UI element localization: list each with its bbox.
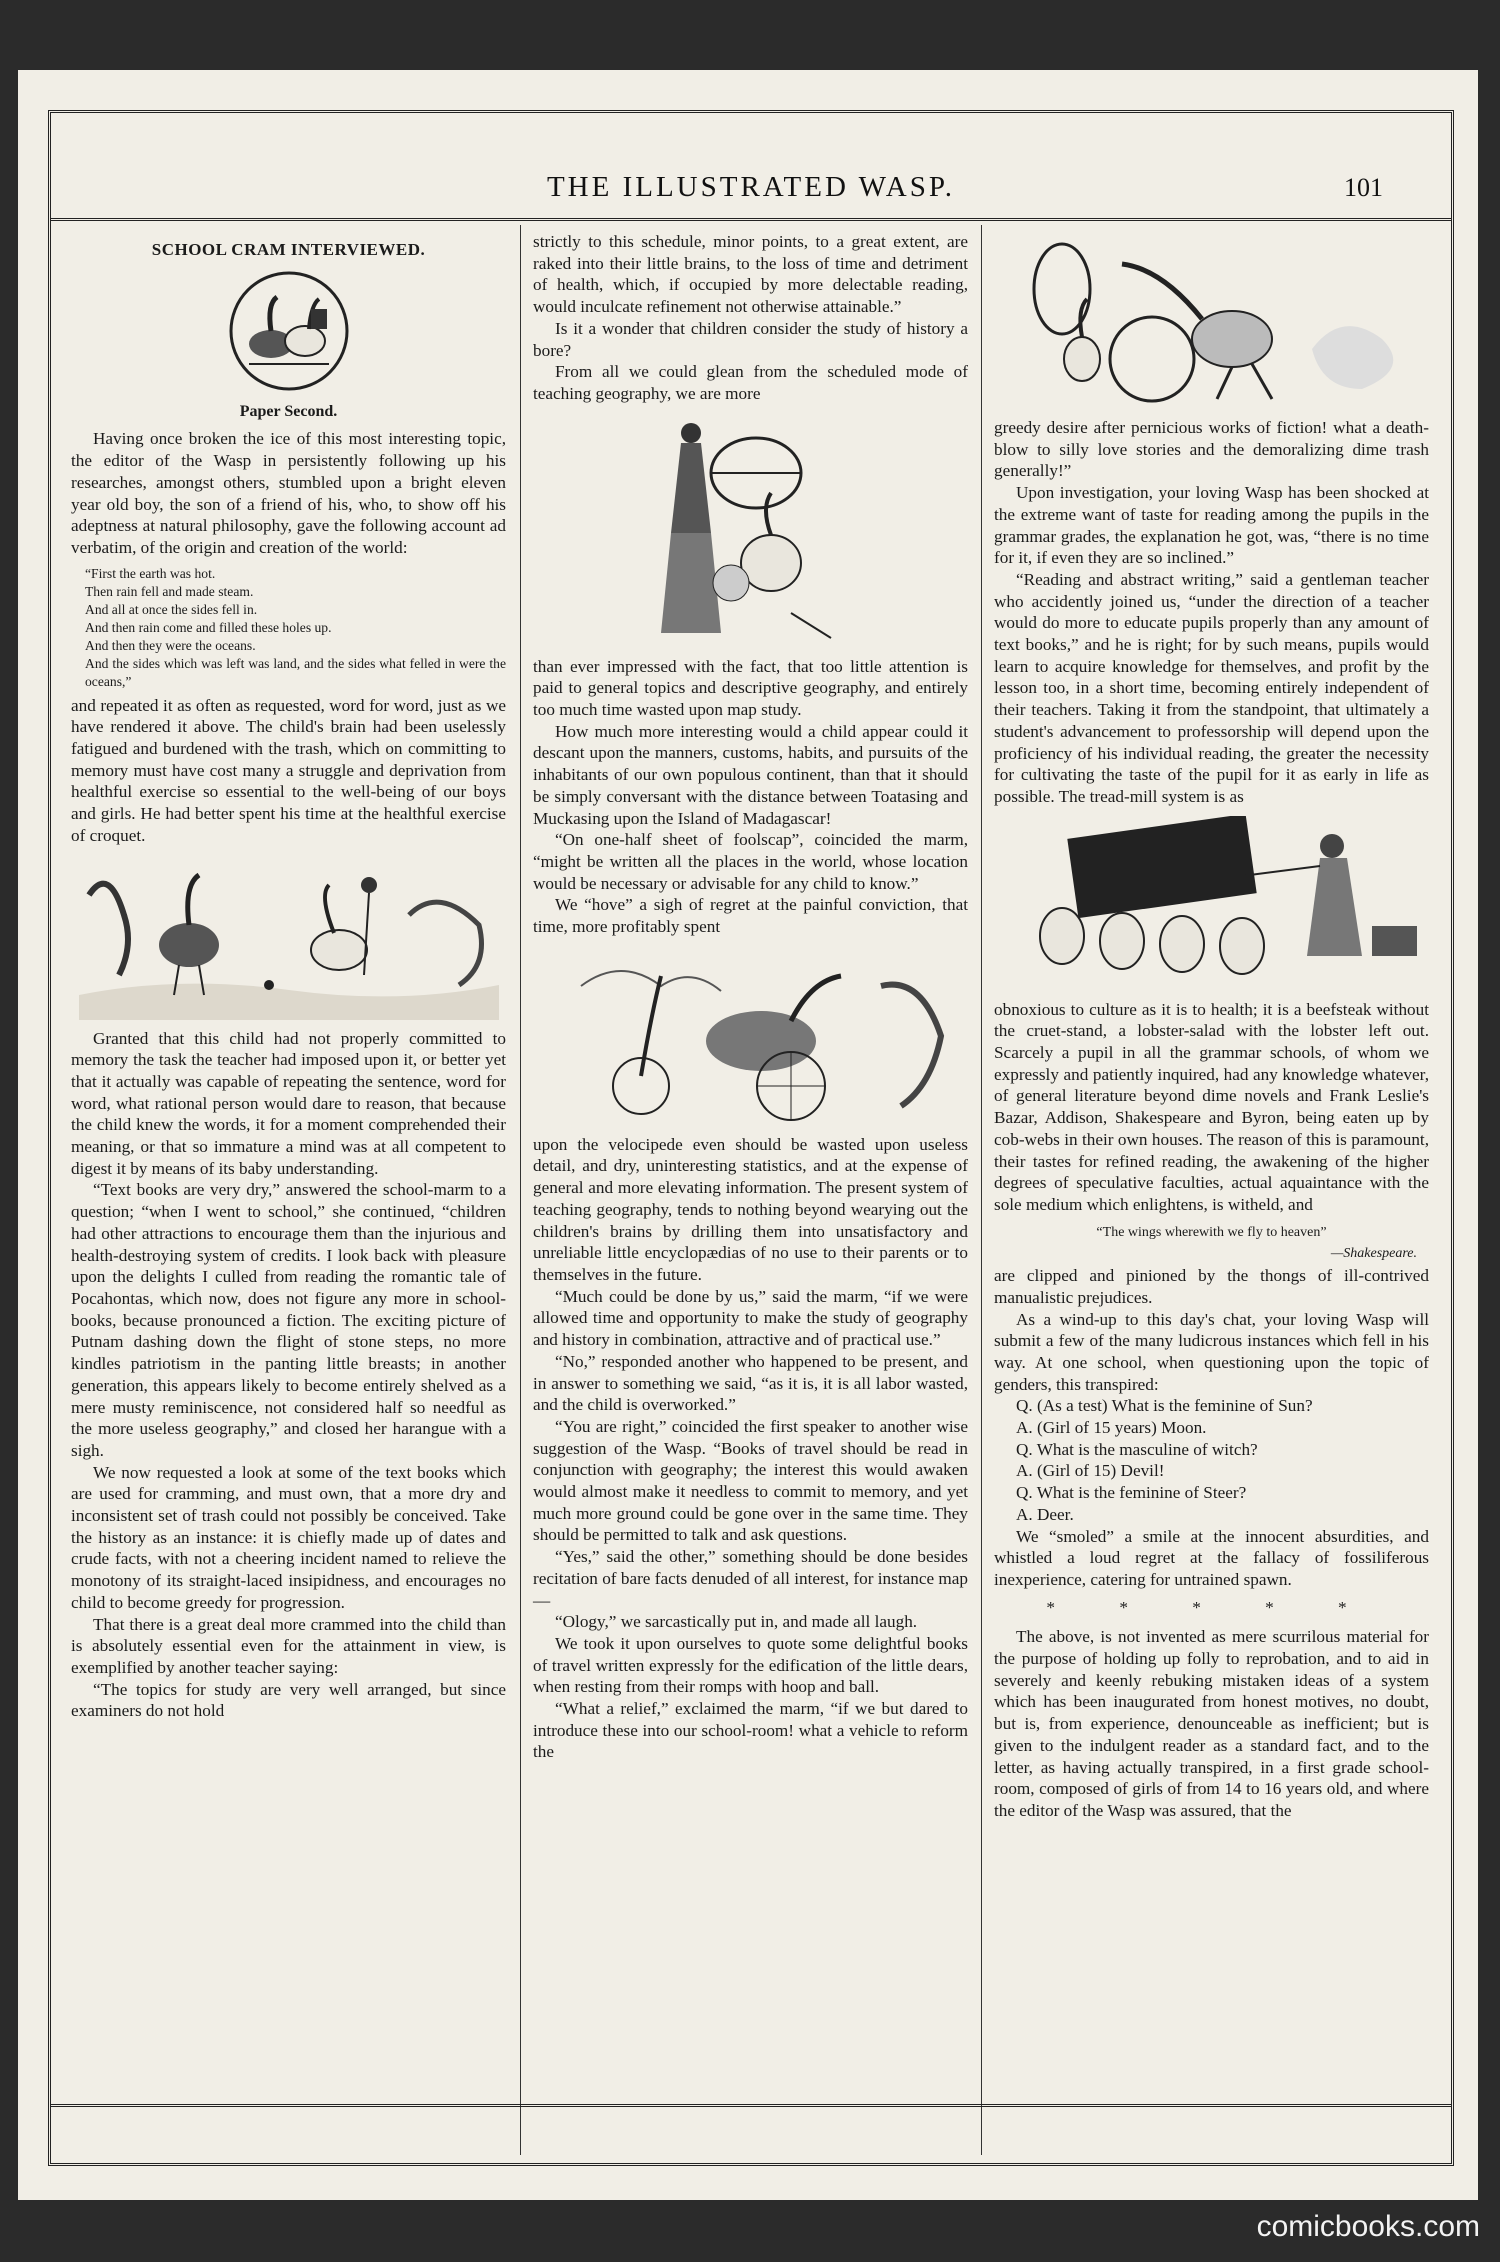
footer-rule [51, 2104, 1451, 2107]
paragraph: We now requested a look at some of the text books which are used for cramming, and must own, that a more dry and inconsistent set of trash could not possibly be conceived. Take the history as an instance: it is chiefly made up of dates and crude facts, with not a cheering incident named to relieve the monotony of its straight-laced insipidness, and encourages no child to become greedy for progression. [71, 1462, 506, 1612]
verse-line: And all at once the sides fell in. [85, 601, 258, 617]
column-3 [994, 231, 1429, 1822]
paragraph: strictly to this schedule, minor points, to a great extent, are raked into their little brains, to the loss of time and detriment of health, which, if occupied by more delectable reading, would inculcate refinement not otherwise attainable.” [533, 232, 968, 317]
column-divider [981, 225, 982, 2155]
paragraph: Is it a wonder that children consider the study of history a bore? [533, 318, 968, 360]
paragraph: We “hove” a sigh of regret at the painful conviction, that time, more profitably spent [533, 895, 968, 937]
paragraph: From all we could glean from the scheduled mode of teaching geography, we are more [533, 362, 968, 403]
qa-line: A. (Girl of 15 years) Moon. [1016, 1418, 1207, 1438]
page-number: 101 [1344, 173, 1383, 202]
poem-quote [71, 565, 506, 691]
classroom-geese-blackboard-illustration [1002, 816, 1422, 991]
paragraph: “Much could be done by us,” said the marm, “if we were allowed time and opportunity to make the study of geography and history in combination, attractive and of practical use.” [533, 1286, 968, 1350]
paragraph: We took it upon ourselves to quote some delightful books of travel written expressly for the edification of the little dears, when resting from their romps with hoop and ball. [533, 1633, 968, 1697]
column-2 [533, 231, 968, 1763]
qa-line: Q. What is the masculine of witch? [1016, 1439, 1258, 1459]
paragraph: “On one-half sheet of foolscap”, coincided the marm, “might be written all the places in the world, whose location would be necessary or advisable for any child to know.” [533, 830, 968, 893]
paragraph: “No,” responded another who happened to be present, and in answer to something we said, “as it is, it is all labor wasted, and the child is overworked.” [533, 1351, 968, 1415]
verse-line: “First the earth was hot. [85, 565, 216, 581]
article-headline: SCHOOL CRAM INTERVIEWED. [151, 240, 426, 259]
paragraph: “The topics for study are very well arranged, but since examiners do not hold [71, 1679, 506, 1721]
paragraph: That there is a great deal more crammed into the child than is absolutely essential even for the attainment in view, is exemplified by another teacher saying: [71, 1614, 506, 1677]
goose-on-velocipede-illustration [541, 946, 961, 1126]
watermark: comicbooks.com [1256, 2210, 1480, 2243]
paragraph: Granted that this child had not properly committed to memory the task the teacher had imposed upon it, or better yet that it actually was capable of repeating the sentence, word for word, what rational person would dare to reason, that because the child knew the words, it for a moment comprehended their meaning, or that so immature a mind was at all competent to digest it by means of its baby understanding. [71, 1028, 506, 1178]
newspaper-page [18, 70, 1478, 2200]
masthead-title: THE ILLUSTRATED WASP. [546, 171, 956, 203]
verse-line: And then they were the oceans. [85, 637, 256, 653]
paragraph: “Text books are very dry,” answered the school-marm to a question; “when I went to school,” she continued, “children had other attractions to encourage them than the injurious and health-destroying system of credits. I look back with pleasure upon the delights I culled from reading the romantic tale of Pocahontas, which now, does not figure any more in school-books, because pronounced a fiction. The exciting picture of Putnam dashing down the flight of stone steps, no more kindles patriotism in the panting little breasts; in another generation, this appears likely to become entirely shelved as a mere musty reminiscence, not considered half so needful as the more useless geography,” and closed her harangue with a sigh. [71, 1180, 506, 1460]
qa-line: Q. (As a test) What is the feminine of Sun? [1016, 1396, 1313, 1416]
quote-attribution: —Shakespeare. [1330, 1246, 1417, 1262]
article-subhead: Paper Second. [239, 402, 338, 420]
verse-line: And the sides which was left was land, and the sides what felled in were the oceans,” [85, 655, 506, 689]
shakespeare-quote: “The wings wherewith we fly to heaven” [1096, 1224, 1327, 1240]
paragraph: As a wind-up to this day's chat, your loving Wasp will submit a few of the many ludicrous instances which fell in his way. At one school, when questioning upon the topic of genders, this transpired: [994, 1309, 1429, 1394]
paragraph: How much more interesting would a child appear could it descant upon the manners, customs, habits, and pursuits of the inhabitants of our own populous continent, than that it should be simply conversant with the distance between Toatasing and Muckasing upon the Island of Madagascar! [533, 721, 968, 828]
paragraph: obnoxious to culture as it is to health; it is a beefsteak without the cruet-stand, a lobster-salad with the lobster left out. Scarcely a pupil in all the grammar schools, of whom we expressly and patiently inquired, had any knowledge whatever, of general literature beyond dime novels and Frank Leslie's Bazar, Addison, Shakespeare and Byron, being eaten up by cob-webs in their own houses. The reason of this is paramount, their tastes for refined reading, the awakening of the higher degrees of speculative faculties, actual aquaintance with the sole medium which enlightens, is witheld, and [994, 999, 1429, 1214]
paragraph: “Yes,” said the other,” something should be done besides recitation of bare facts denuded of all interest, for instance map— [533, 1547, 968, 1610]
verse-line: Then rain fell and made steam. [85, 583, 254, 599]
paragraph: The above, is not invented as mere scurrilous material for the purpose of holding up folly to reprobation, and to aid in severely and keenly rebuking mistaken ideas of a system which has been inaugurated from honest motives, no doubt, but is, from experience, denounceable as inefficient; but is given to the indulgent reader as a standard fact, and to the letter, as having actually transpired, in a first grade school-room, composed of girls of from 14 to 16 years old, and where the editor of the Wasp was assured, that the [994, 1627, 1429, 1820]
paragraph: than ever impressed with the fact, that too little attention is paid to general topics and descriptive geography, and entirely too much time wasted upon map study. [533, 656, 968, 720]
qa-list [994, 1395, 1429, 1525]
header-rule [51, 218, 1451, 221]
paragraph: We “smoled” a smile at the innocent absurdities, and whistled a loud regret at the fallacy of fossiliferous inexperience, catering for untrained spawn. [994, 1526, 1429, 1589]
paragraph: “Ology,” we sarcastically put in, and made all laugh. [555, 1612, 918, 1632]
page-border [48, 110, 1454, 2166]
paragraph: are clipped and pinioned by the thongs of ill-contrived manualistic prejudices. [994, 1266, 1429, 1307]
goose-medallion-illustration [219, 269, 359, 393]
column-1 [71, 231, 506, 1722]
section-break-stars: * * * * * [1046, 1597, 1377, 1617]
paragraph: and repeated it as often as requested, word for word, just as we have rendered it above. The child's brain had been uselessly fatigued and burdened with the trash, which on committing to memory must have cost many a struggle and deprivation from healthful exercise so essential to the well-being of our boys and girls. He had better spent his time at the healthful exercise of croquet. [71, 695, 506, 845]
paragraph: Upon investigation, your loving Wasp has been shocked at the extreme want of taste for reading among the pupils in the grammar grades, the explanation he got, was, “there is no time for it, if even they are so inclined.” [994, 483, 1429, 568]
paragraph: “Reading and abstract writing,” said a gentleman teacher who accidently joined us, “under the direction of a teacher would do more to educate pupils properly than any amount of text books,” and he is right; for by such means, pupils would learn to acquire knowledge for themselves, and profit by the lesson too, in a short time, becoming entirely independent of their teachers. Taking it from the standpoint, that ultimately a student's advancement to professorship will depend upon the proficiency of his individual reading, the greater the necessity for cultivating the taste of the pupil for it as early in life as possible. The tread-mill system is as [994, 569, 1429, 806]
qa-line: A. (Girl of 15) Devil! [1016, 1461, 1165, 1481]
paragraph: “You are right,” coincided the first speaker to another wise suggestion of the Wasp. “Books of travel should be read in conjunction with geography; the interest this would awaken would almost make it needless to commit to memory, and yet much more ground could be gone over in the same time. They should be permitted to talk and ask questions. [533, 1416, 968, 1545]
qa-line: A. Deer. [1016, 1504, 1074, 1524]
paragraph: greedy desire after pernicious works of fiction! what a death-blow to silly love stories and the demoralizing dime trash generally!” [994, 418, 1429, 481]
geese-with-hoops-illustration [1002, 239, 1422, 409]
paragraph: “What a relief,” exclaimed the marm, “if we but dared to introduce these into our school-room! what a vehicle to reform the [533, 1699, 968, 1762]
croquet-geese-illustration [79, 855, 499, 1020]
verse-line: And then rain come and filled these holes up. [85, 619, 332, 635]
paragraph: Having once broken the ice of this most interesting topic, the editor of the Wasp in persistently following up his researches, amongst others, stumbled upon a bright eleven year old boy, the son of a friend of his, who, to show off his adeptness at natural philosophy, gave the following account ad verbatim, of the origin and creation of the world: [71, 429, 506, 557]
column-divider [520, 225, 521, 2155]
paragraph: upon the velocipede even should be wasted upon useless detail, and dry, uninteresting statistics, and at the expense of general and more elevating information. The present system of teaching geography, tends to nothing beyond wearying out the children's brains by drilling them into unsatisfactory and unreliable little encyclopædias of no use to their parents or to themselves in the future. [533, 1134, 968, 1284]
qa-line: Q. What is the feminine of Steer? [1016, 1483, 1247, 1503]
teacher-with-globe-illustration [661, 413, 841, 648]
